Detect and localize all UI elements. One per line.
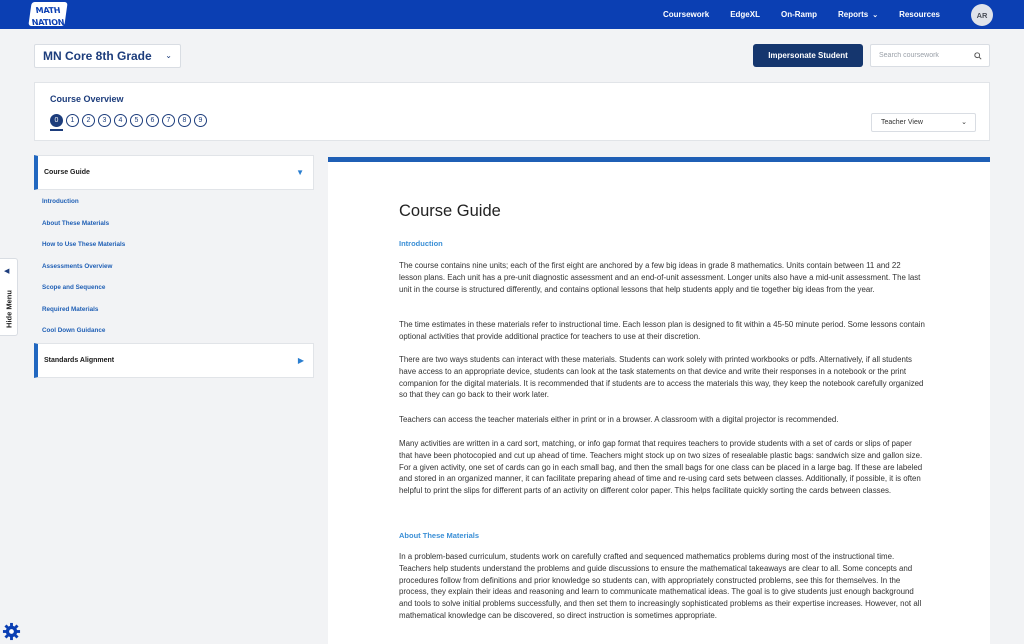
sidebar-course-guide[interactable] <box>34 155 314 190</box>
active-unit-indicator <box>50 129 63 131</box>
nav-on-ramp[interactable]: On-Ramp <box>780 10 817 19</box>
sidebar-link-about[interactable]: About These Materials <box>42 219 110 227</box>
sidebar-standards-label: Standards Alignment <box>44 357 115 364</box>
unit-9-button[interactable]: 9 <box>194 114 207 127</box>
unit-8-button[interactable]: 8 <box>178 114 191 127</box>
sidebar-link-how-to-use[interactable]: How to Use These Materials <box>42 241 126 248</box>
hide-menu-tab[interactable] <box>0 258 18 336</box>
nav-links <box>642 0 940 29</box>
unit-selector <box>50 114 207 127</box>
gear-icon[interactable] <box>2 622 21 641</box>
unit-6-button[interactable]: 6 <box>146 114 159 127</box>
search-icon[interactable] <box>974 52 982 60</box>
caret-right-icon: ▶ <box>297 356 304 365</box>
course-select[interactable] <box>34 44 181 68</box>
intro-paragraph-2: The time estimates in these materials refer to instructional time. Each lesson plan is designed to fit within a 45-50 minute period. Some lessons contain optional activities that provide additional practice for teachers to use at their discretion. <box>399 320 925 341</box>
unit-7-button[interactable]: 7 <box>162 114 175 127</box>
intro-paragraph-4: Teachers can access the teacher materials either in print or in a browser. A classroom with a digital projector is recommended. <box>399 415 839 424</box>
course-guide-content <box>328 157 990 644</box>
chevron-down-icon: ⌄ <box>961 119 967 126</box>
logo-text: MATH NATION <box>31 6 65 27</box>
unit-2-button[interactable]: 2 <box>82 114 95 127</box>
impersonate-student-button[interactable]: Impersonate Student <box>753 44 863 67</box>
nav-edgexl[interactable]: EdgeXL <box>730 10 760 19</box>
search-box <box>870 44 990 67</box>
nav-reports[interactable]: Reports ⌄ <box>837 10 879 19</box>
caret-left-icon: ◀ <box>4 268 10 275</box>
hide-menu-label: Hide Menu <box>4 290 14 328</box>
sidebar-standards-alignment[interactable] <box>34 343 314 378</box>
view-select[interactable] <box>871 113 976 132</box>
course-overview-title: Course Overview <box>50 94 124 104</box>
sidebar-link-required[interactable]: Required Materials <box>42 305 99 313</box>
about-paragraph: In a problem-based curriculum, students work on carefully crafted and sequenced mathematics problems during most of the instructional time. Teachers help students understand the problems and guide discussions to ensure the mathematical takeaways are clear to all. Some concepts and procedures follow from definitions and prior knowledge so students can, with appropriately constructed problems, see this for themselves. In the process, they explain their ideas and reasoning and learn to communicate mathematical ideas. The goal is to give students just enough background and tools to solve initial problems successfully, and then set them to increasingly sophisticated problems as their expertise increases. However, not all mathematical knowledge can be discovered, so direct instruction is sometimes appropriate. <box>399 552 922 620</box>
math-nation-logo[interactable] <box>28 2 67 26</box>
chevron-down-icon: ⌄ <box>872 11 879 19</box>
unit-1-button[interactable]: 1 <box>66 114 79 127</box>
view-select-value: Teacher View <box>881 119 923 126</box>
intro-paragraph-1: The course contains nine units; each of the first eight are anchored by a few big ideas in grade 8 mathematics. Units contain between 11 and 22 lesson plans. Each unit has a pre-unit diagnostic assessment and an end-of-unit assessment. Longer units also have a mid-unit assessment. The last unit in the course is structured differently, and contains optional lessons that help students apply and tie together big ideas from the year. <box>399 261 921 294</box>
content-title: Course Guide <box>399 202 501 220</box>
sidebar-link-introduction[interactable]: Introduction <box>42 198 79 205</box>
nav-coursework[interactable]: Coursework <box>662 10 710 19</box>
sidebar-link-assessments[interactable]: Assessments Overview <box>42 262 113 270</box>
sidebar-course-guide-label: Course Guide <box>44 169 90 176</box>
nav-resources[interactable]: Resources <box>899 10 940 19</box>
unit-5-button[interactable]: 5 <box>130 114 143 127</box>
chevron-down-icon: ⌄ <box>165 51 172 60</box>
course-select-value: MN Core 8th Grade <box>43 49 152 63</box>
intro-paragraph-5: Many activities are written in a card sort, matching, or info gap format that requires teachers to provide students with a set of cards or slips of paper that have been photocopied and cut up ahead of time. Teachers might stock up on two sizes of resealable plastic bags: sandwich size and gallon size. For a given activity, one set of cards can go in each small bag, and then the small bags for one class can be placed in a large bag. If these are labeled and stored in an organized manner, it can facilitate preparing ahead of time and re-using card sets between classes. Additionally, if possible, it is often helpful to print the slips for different parts of an activity on different color paper. This helps facilitate quickly sorting the cards between classes. <box>399 439 923 496</box>
about-heading: About These Materials <box>399 531 480 540</box>
caret-down-icon: ▼ <box>296 168 304 177</box>
course-overview-card <box>34 82 990 141</box>
unit-3-button[interactable]: 3 <box>98 114 111 127</box>
sidebar-link-cool-down[interactable]: Cool Down Guidance <box>42 327 106 334</box>
intro-paragraph-3: There are two ways students can interact with these materials. Students can work solely with printed workbooks or pdfs. Alternatively, if all students have access to an appropriate device, students can look at the task statements on that device and write their responses in a notebook or the print companion for the digital materials. It is recommended that if students are to access the materials this way, they keep the notebook carefully organized so that they can go back to their work later. <box>399 355 924 400</box>
introduction-heading: Introduction <box>399 239 443 248</box>
avatar[interactable]: AR <box>971 4 993 26</box>
sidebar-link-scope[interactable]: Scope and Sequence <box>42 284 106 291</box>
search-input[interactable] <box>879 52 969 59</box>
unit-4-button[interactable]: 4 <box>114 114 127 127</box>
unit-0-button[interactable]: 0 <box>50 114 63 127</box>
top-nav-bar <box>0 0 1024 29</box>
